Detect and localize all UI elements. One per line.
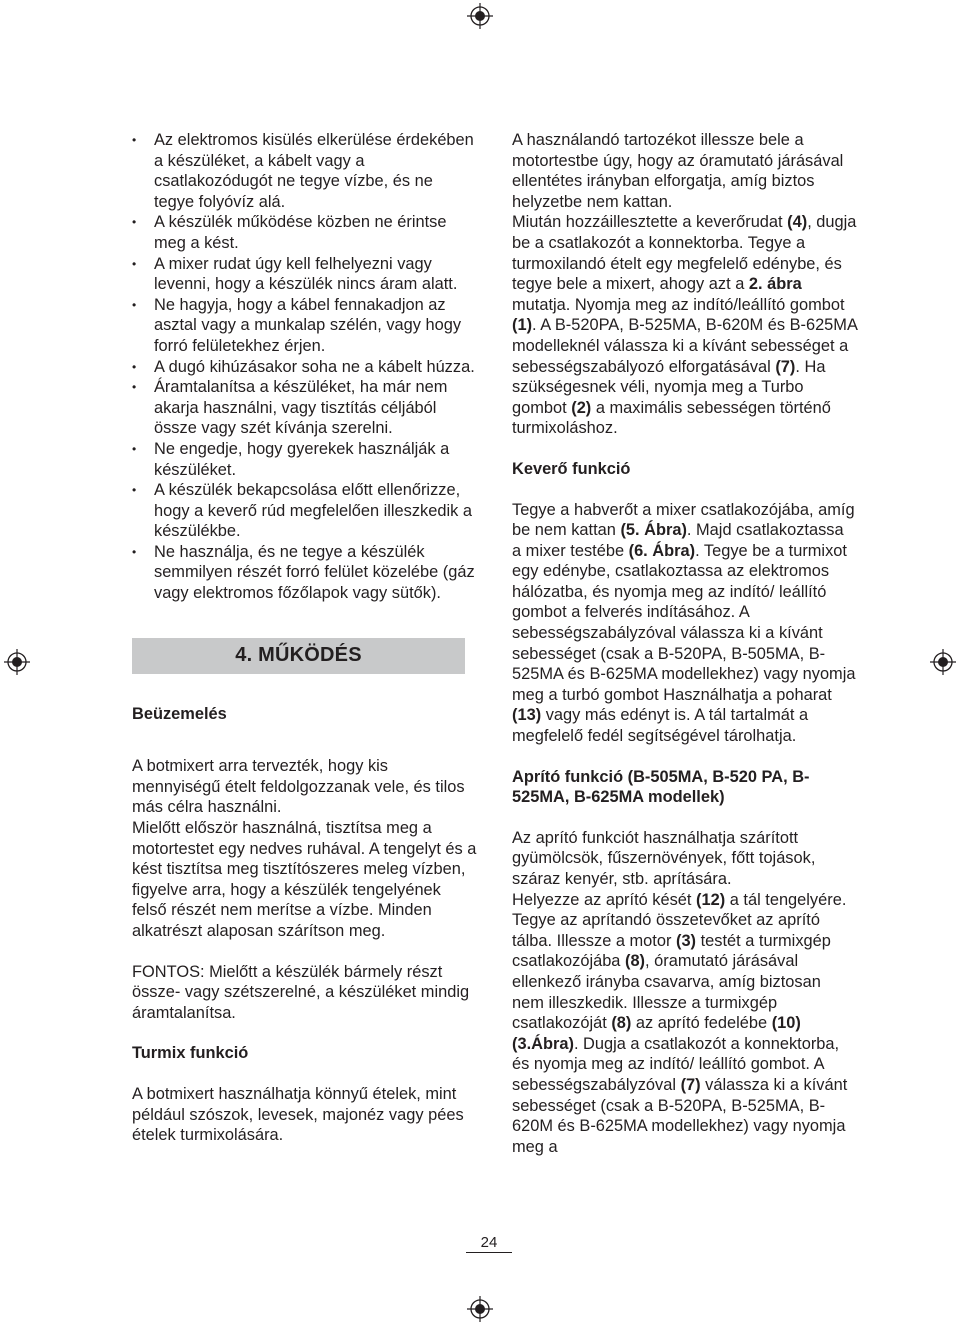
- section-title: 4. MŰKÖDÉS: [235, 644, 362, 667]
- list-item: • A készülék működése közben ne érintse meg a kést.: [132, 212, 477, 253]
- important-note: FONTOS: Mielőtt a készülék bármely részt össze- vagy szétszerelné, a készüléket mindig áramtalanítsa.: [132, 962, 470, 1022]
- list-item: • Ne hagyja, hogy a kábel fennakadjon az asztal vagy a munkalap szélén, vagy hogy forró felületekhez érjen.: [132, 295, 477, 357]
- heading-setup: Beüzemelés: [132, 704, 227, 723]
- setup-paragraph-1: A botmixert arra tervezték, hogy kis mennyiségű ételt feldolgozzanak vele, és tilos más célra használni.: [132, 757, 465, 817]
- safety-list: [132, 130, 477, 604]
- heading-mixer: Keverő funkció: [512, 459, 631, 478]
- list-item: • Az elektromos kisülés elkerülése érdekében a készüléket, a kábelt vagy a csatlakozódugót ne tegye vízbe, és ne tegye folyóvíz alá.: [132, 130, 477, 212]
- left-column: [132, 130, 477, 1146]
- operate-paragraph: Miután hozzáillesztette a keverőrudat (4), dugja be a csatlakozót a konnektorba. Tegye a turmoxilandó ételt egy megfelelő edénybe, és tegye bele a mixert, ahogy azt a 2. ábra mutatja. Nyomja meg az indító/leállító gombot (1). A B-520PA, B-525MA, B-620M és B-625MA modelleknél válassza ki a kívánt sebességet a sebességszabályozó elforgatásával (7). Ha szükségesnek véli, nyomja meg a Turbo gombot (2) a maximális sebességen történő turmixoláshoz.: [512, 213, 857, 438]
- chopper-paragraph-1: Az aprító funkciót használhatja szárított gyümölcsök, fűszernövények, főtt tojások, száraz kenyér, stb. aprítására.: [512, 828, 816, 888]
- registration-mark-icon: [4, 649, 30, 675]
- list-item: • A készülék bekapcsolása előtt ellenőrizze, hogy a keverő rúd megfelelően illeszkedik a készülékbe.: [132, 480, 477, 542]
- list-item: • Ne használja, és ne tegye a készülék semmilyen részét forró felület közelébe (gáz vagy elektromos főzőlapok vagy sütők).: [132, 542, 477, 604]
- blend-paragraph: A botmixert használhatja könnyű ételek, mint például szószok, levesek, majonéz vagy pées ételek turmixolására.: [132, 1084, 464, 1145]
- registration-mark-icon: [467, 1296, 493, 1322]
- page-number: 24: [466, 1234, 512, 1253]
- list-item: • Ne engedje, hogy gyerekek használják a készüléket.: [132, 439, 477, 480]
- setup-paragraph-2: Mielőtt először használná, tisztítsa meg a motortestet egy nedves ruhával. A tengelyt és a kést tisztítsa meg tisztítószeres meleg vízben, figyelve arra, hogy a készülék tengelyének felső részét nem merítse a vízbe. Minden alkatrészt alaposan szárítson meg.: [132, 819, 477, 940]
- list-item: • A dugó kihúzásakor soha ne a kábelt húzza.: [132, 357, 477, 378]
- registration-mark-icon: [467, 3, 493, 29]
- heading-chopper: Aprító funkció (B-505MA, B-520 PA, B-525MA, B-625MA modellek): [512, 767, 810, 807]
- attach-paragraph: A használandó tartozékot illessze bele a motortestbe úgy, hogy az óramutató járásával ellentétes irányban elforgatja, amíg biztos helyzetbe nem kattan.: [512, 131, 844, 211]
- list-item: • Áramtalanítsa a készüléket, ha már nem akarja használni, vagy tisztítás céljából össze vagy szét kívánja szerelni.: [132, 377, 477, 439]
- list-item: • A mixer rudat úgy kell felhelyezni vagy levenni, hogy a készülék nincs áram alatt.: [132, 254, 477, 295]
- right-column: [512, 130, 857, 1157]
- heading-blend: Turmix funkció: [132, 1044, 249, 1063]
- chopper-paragraph-2: Helyezze az aprító kését (12) a tál tengelyére. Tegye az aprítandó összetevőket az aprító tálba. Illessze a motor (3) testét a turmixgép csatlakozójába (8), óramutató járásával ellenkező irányba csavarva, amíg biztosan nem illeszkedik. Illessze a turmixgép csatlakozóját (8) az aprító fedelébe (10) (3.Ábra). Dugja a csatlakozót a konnektorba, és nyomja meg az indító/ leállító gombot. A sebességszabályzóval (7) válassza ki a kívánt sebességet (csak a B-520PA, B-525MA, B-620M és B-625MA modellekhez) vagy nyomja meg a: [512, 890, 848, 1156]
- mixer-paragraph: Tegye a habverőt a mixer csatlakozójába, amíg be nem kattan (5. Ábra). Majd csatlakoztassa a mixer testébe (6. Ábra). Tegye be a turmixot egy edénybe, csatlakoztassa az elektromos hálózatba, és nyomja meg az indító/ leállító gombot a felverés indításához. A sebességszabályzóval válassza ki a kívánt sebességet (csak a B-520PA, B-505MA, B-525MA és B-625MA modellekhez) vagy nyomja meg a turbó gombot Használhatja a poharat (13) vagy más edényt is. A tál tartalmát a megfelelő fedél segítségével tárolhatja.: [512, 500, 856, 746]
- section-title-bar: [132, 638, 465, 674]
- registration-mark-icon: [930, 649, 956, 675]
